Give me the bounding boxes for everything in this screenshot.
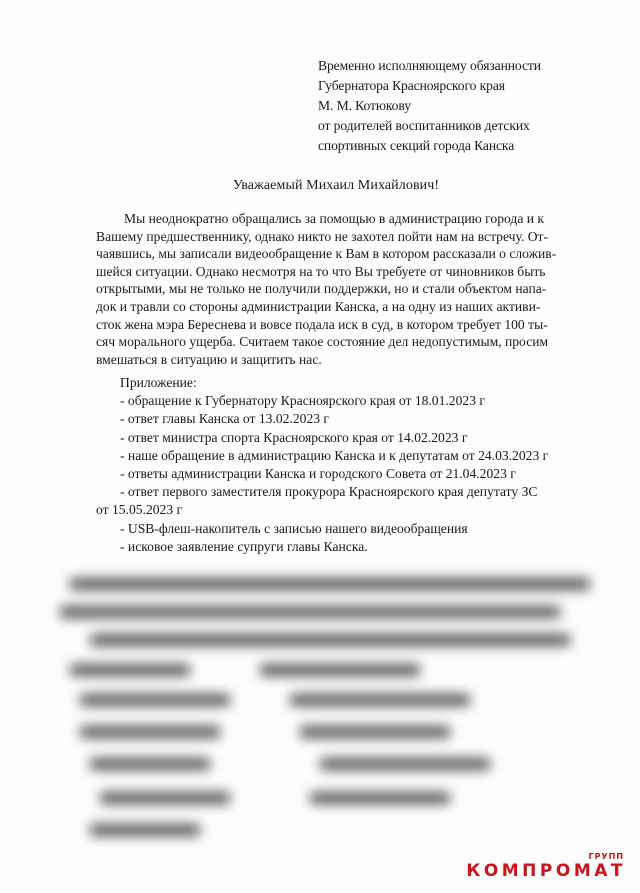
- attachment-item: - ответы администрации Канска и городского Совета от 21.04.2023 г: [120, 466, 516, 482]
- attachment-item: - наше обращение в администрацию Канска и к депутатам от 24.03.2023 г: [120, 447, 549, 463]
- redacted-line: [320, 758, 490, 770]
- watermark-text: КОМПРОМАТ: [466, 861, 626, 881]
- body-line: шейся ситуации. Однако несмотря на то что Вы требуете от чиновников быть: [96, 263, 546, 279]
- redacted-line: [70, 664, 190, 676]
- redacted-line: [70, 578, 590, 590]
- attachment-item-continuation: от 15.05.2023 г: [96, 502, 183, 518]
- salutation: [0, 178, 640, 194]
- attachments-list: [96, 374, 606, 556]
- redacted-line: [60, 606, 560, 618]
- addressee-line: спортивных секций города Канска: [318, 138, 515, 153]
- body-line: сяч морального ущерба. Считаем такое состояние дел недопустимым, просим: [96, 334, 549, 350]
- redacted-line: [290, 694, 470, 706]
- letter-body: [96, 210, 596, 368]
- salutation-text: Уважаемый Михаил Михайлович!: [232, 178, 440, 193]
- attachment-item: - исковое заявление супруги главы Канска.: [120, 538, 368, 554]
- redacted-line: [80, 694, 230, 706]
- attachment-item: - ответ министра спорта Красноярского края от 14.02.2023 г: [120, 429, 468, 445]
- watermark-superscript: ГРУПП: [588, 852, 624, 861]
- attachment-item: - USB-флеш-накопитель с записью нашего видеообращения: [120, 520, 468, 536]
- body-line: Вашему предшественнику, однако никто не захотел пойти нам на встречу. От-: [96, 228, 549, 244]
- redacted-line: [90, 824, 200, 836]
- body-line: сток жена мэра Береснева и вовсе подала иск в суд, в котором требует 100 ты-: [96, 316, 548, 332]
- addressee-line: от родителей воспитанников детских: [318, 118, 530, 133]
- redacted-line: [260, 664, 420, 676]
- addressee-block: [318, 56, 618, 156]
- redacted-line: [300, 726, 450, 738]
- redacted-line: [100, 792, 230, 804]
- body-line: открытыми, мы не только не получили поддержки, но и стали объектом напа-: [96, 281, 547, 297]
- addressee-line: М. М. Котюкову: [318, 98, 411, 113]
- redacted-line: [80, 726, 220, 738]
- redacted-blurred-section: [60, 560, 620, 860]
- body-line: Мы неоднократно обращались за помощью в администрацию города и к: [124, 211, 545, 226]
- redacted-line: [310, 792, 450, 804]
- redacted-line: [90, 634, 570, 646]
- body-line: вмешаться в ситуацию и защитить нас.: [96, 351, 322, 367]
- body-line: док и травли со стороны администрации Канска, а на одну из наших активи-: [96, 298, 541, 314]
- attachment-item: - ответ первого заместителя прокурора Красноярского края депутату ЗС: [120, 484, 538, 500]
- attachment-item: - обращение к Губернатору Красноярского края от 18.01.2023 г: [120, 393, 485, 409]
- addressee-line: Губернатора Красноярского края: [318, 78, 505, 93]
- redacted-line: [90, 758, 210, 770]
- attachments-header: Приложение:: [120, 375, 197, 390]
- attachment-item: - ответ главы Канска от 13.02.2023 г: [120, 411, 330, 427]
- body-line: чаявшись, мы записали видеообращение к Вам в котором рассказали о сложив-: [96, 246, 557, 262]
- addressee-line: Временно исполняющему обязанности: [318, 58, 541, 73]
